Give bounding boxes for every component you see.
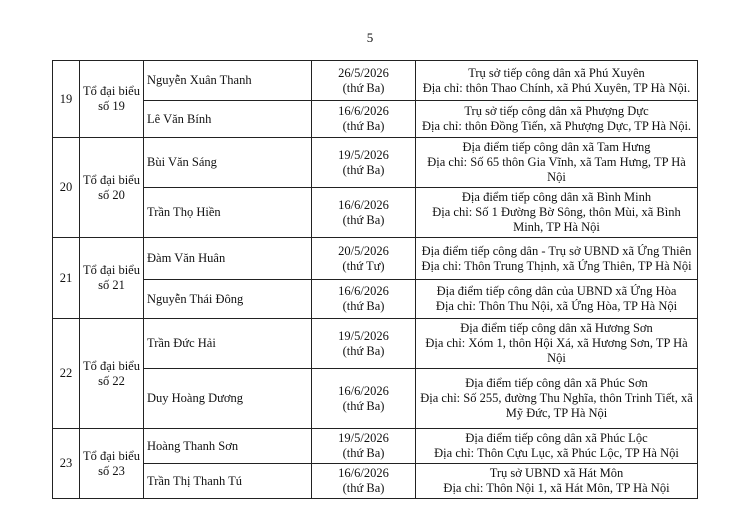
reception-place xyxy=(416,429,698,464)
place-name: Trụ sở tiếp công dân xã Phượng Dực xyxy=(464,104,649,118)
delegate-name: Trần Thị Thanh Tú xyxy=(144,464,312,499)
weekday: (thứ Tư) xyxy=(342,258,385,273)
reception-date xyxy=(312,464,416,499)
group-number: 19 xyxy=(53,61,80,138)
group-number: 23 xyxy=(53,429,80,499)
reception-date xyxy=(312,61,416,101)
place-address: Địa chỉ: thôn Đồng Tiến, xã Phượng Dực, TP Hà Nội. xyxy=(421,119,692,133)
date-value: 16/6/2026 xyxy=(338,466,389,480)
reception-date xyxy=(312,138,416,188)
place-name: Địa điểm tiếp công dân của UBND xã Ứng Hòa xyxy=(436,284,677,298)
table-row xyxy=(53,238,698,280)
reception-place xyxy=(416,464,698,499)
date-value: 19/5/2026 xyxy=(338,328,389,343)
place-name: Trụ sở UBND xã Hát Môn xyxy=(489,466,624,480)
weekday: (thứ Ba) xyxy=(342,446,385,460)
place-address: Địa chỉ: thôn Thao Chính, xã Phú Xuyên, TP Hà Nội. xyxy=(422,80,691,95)
delegate-name: Duy Hoàng Dương xyxy=(144,369,312,429)
weekday: (thứ Ba) xyxy=(342,481,385,495)
table-row xyxy=(53,138,698,188)
reception-place xyxy=(416,61,698,101)
place-address: Địa chỉ: Xóm 1, thôn Hội Xá, xã Hương Sơn, TP Hà Nội xyxy=(425,336,688,365)
place-name: Trụ sở tiếp công dân xã Phú Xuyên xyxy=(468,65,645,80)
reception-place xyxy=(416,369,698,429)
weekday: (thứ Ba) xyxy=(342,162,385,177)
date-value: 19/5/2026 xyxy=(338,431,389,445)
weekday: (thứ Ba) xyxy=(342,343,385,358)
place-name: Địa điểm tiếp công dân xã Bình Minh xyxy=(461,190,652,204)
group-number: 22 xyxy=(53,319,80,429)
reception-place xyxy=(416,238,698,280)
date-value: 16/6/2026 xyxy=(338,104,389,118)
reception-place xyxy=(416,319,698,369)
place-address: Địa chỉ: Số 255, đường Thu Nghĩa, thôn Trinh Tiết, xã Mỹ Đức, TP Hà Nội xyxy=(420,391,693,420)
place-name: Địa điểm tiếp công dân xã Hương Sơn xyxy=(460,321,653,335)
group-name: Tổ đại biểu số 19 xyxy=(80,61,144,138)
page-number: 5 xyxy=(366,30,374,45)
group-name: Tổ đại biểu số 23 xyxy=(80,429,144,499)
place-name: Địa điểm tiếp công dân xã Tam Hưng xyxy=(462,140,651,154)
place-address: Địa chỉ: Số 65 thôn Gia Vĩnh, xã Tam Hưng, TP Hà Nội xyxy=(427,155,686,184)
reception-place xyxy=(416,188,698,238)
reception-date xyxy=(312,188,416,238)
place-name: Địa điểm tiếp công dân - Trụ sở UBND xã Ứng Thiên xyxy=(421,243,692,258)
delegate-name: Nguyễn Xuân Thanh xyxy=(144,61,312,101)
place-name: Địa điểm tiếp công dân xã Phúc Sơn xyxy=(465,376,648,390)
place-address: Địa chỉ: Thôn Trung Thịnh, xã Ứng Thiên, TP Hà Nội xyxy=(421,258,692,273)
reception-date xyxy=(312,319,416,369)
table-row xyxy=(53,319,698,369)
reception-date xyxy=(312,369,416,429)
group-name: Tổ đại biểu số 22 xyxy=(80,319,144,429)
weekday: (thứ Ba) xyxy=(342,299,385,313)
delegate-name: Đàm Văn Huân xyxy=(144,238,312,280)
weekday: (thứ Ba) xyxy=(342,119,385,133)
table-row xyxy=(53,61,698,101)
place-address: Địa chỉ: Thôn Cựu Lục, xã Phúc Lộc, TP Hà Nội xyxy=(434,446,679,460)
reception-date xyxy=(312,280,416,319)
place-address: Địa chỉ: Thôn Nội 1, xã Hát Môn, TP Hà Nội xyxy=(443,481,670,495)
table-row xyxy=(53,429,698,464)
delegate-name: Bùi Văn Sáng xyxy=(144,138,312,188)
table-row xyxy=(53,280,698,319)
reception-place xyxy=(416,280,698,319)
group-name: Tổ đại biểu số 21 xyxy=(80,238,144,319)
group-name: Tổ đại biểu số 20 xyxy=(80,138,144,238)
weekday: (thứ Ba) xyxy=(342,212,385,227)
delegate-name: Nguyễn Thái Đông xyxy=(144,280,312,319)
delegate-name: Trần Thọ Hiền xyxy=(144,188,312,238)
place-address: Địa chỉ: Số 1 Đường Bờ Sông, thôn Mùi, xã Bình Minh, TP Hà Nội xyxy=(432,205,681,234)
weekday: (thứ Ba) xyxy=(342,398,385,413)
reception-schedule-table xyxy=(52,60,698,499)
table-row xyxy=(53,188,698,238)
delegate-name: Lê Văn Bính xyxy=(144,101,312,138)
date-value: 16/6/2026 xyxy=(338,197,389,212)
table-row xyxy=(53,101,698,138)
delegate-name: Trần Đức Hải xyxy=(144,319,312,369)
place-name: Địa điểm tiếp công dân xã Phúc Lộc xyxy=(465,431,648,445)
reception-place xyxy=(416,138,698,188)
weekday: (thứ Ba) xyxy=(342,80,385,95)
delegate-name: Hoàng Thanh Sơn xyxy=(144,429,312,464)
reception-place xyxy=(416,101,698,138)
group-number: 21 xyxy=(53,238,80,319)
reception-date xyxy=(312,238,416,280)
group-number: 20 xyxy=(53,138,80,238)
date-value: 19/5/2026 xyxy=(338,147,389,162)
date-value: 26/5/2026 xyxy=(338,65,389,80)
place-address: Địa chỉ: Thôn Thu Nội, xã Ứng Hòa, TP Hà Nội xyxy=(435,299,678,313)
table-row xyxy=(53,464,698,499)
reception-date xyxy=(312,101,416,138)
date-value: 16/6/2026 xyxy=(338,284,389,298)
date-value: 20/5/2026 xyxy=(338,243,389,258)
reception-date xyxy=(312,429,416,464)
table-row xyxy=(53,369,698,429)
date-value: 16/6/2026 xyxy=(338,383,389,398)
